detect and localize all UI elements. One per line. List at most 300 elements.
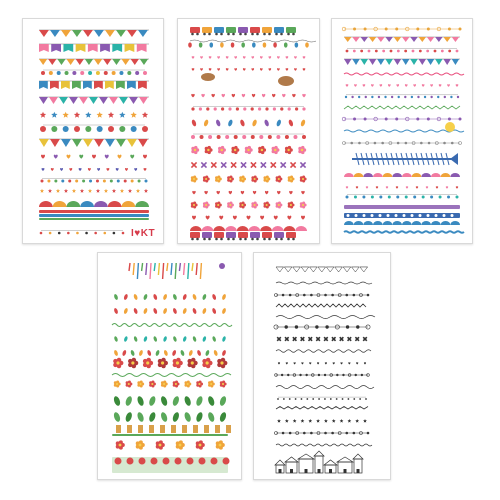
house-door [329,469,332,473]
leaf-ornament [202,336,207,342]
heart-ornament [430,84,433,87]
heart-ornament [251,56,254,59]
house-door [290,469,293,473]
train-wheel [244,238,247,241]
heart-ornament [260,216,264,220]
grass-blade [133,263,134,275]
star-ornament [136,189,140,193]
dot-ornament [103,180,106,183]
leaf-ornament [172,294,177,301]
scallop-shape [392,221,402,225]
heart-ornament [130,155,134,159]
heart-ornament [348,362,350,364]
bunting-flag [103,59,111,65]
bunting-flag [419,59,426,65]
train-car [238,232,248,238]
dot-ornament [345,96,347,98]
bunting-flag [116,139,126,147]
heart-ornament [346,186,348,188]
bunting-flag [50,139,60,147]
flower-center [274,149,276,151]
dot-ornament [411,96,413,98]
dot-ornament [336,398,338,400]
heart-ornament [292,94,295,98]
heart-ornament [356,362,358,364]
dot-ornament [51,126,57,132]
heart-ornament [226,56,229,59]
leaf-ornament [182,336,187,342]
heart-ornament [301,191,304,195]
heart-ornament [234,56,237,59]
leaf-ornament [163,308,168,315]
dot-ornament [448,50,451,53]
tape-dot [443,214,446,217]
leaf-ornament [123,294,128,301]
dot-ornament [371,96,373,98]
light-bulb [295,42,299,47]
bunting-flag [127,30,137,37]
bunting-flag [369,37,376,42]
dot-ornament [96,180,99,183]
dot-ornament [450,96,452,98]
leaf-ornament [192,308,197,315]
scallop-shape [260,226,272,231]
scallop-shape [39,201,53,207]
train-wheel [244,33,247,36]
dot-ornament [67,232,70,235]
leaf-ornament [172,308,177,315]
bead-ornament [420,142,422,144]
heart-ornament [456,186,458,188]
leaf-ornament [212,294,217,301]
bunting-flag [410,37,417,42]
dot-ornament [430,196,433,199]
star-ornament [51,112,57,118]
line-doodle-rows [254,253,390,479]
bead-ornament [459,118,461,120]
bunting-flag [402,59,409,65]
heart-ornament [309,362,311,364]
bunting-flag [48,59,56,65]
leaf-ornament [252,119,258,127]
dot-ornament [439,196,442,199]
grass-blade [137,263,138,279]
train-car [202,27,212,33]
bunting-flag [402,37,409,42]
heart-ornament [272,94,275,98]
train-wheel [215,33,218,36]
scallop-shape [122,201,136,207]
scallop-shape [272,226,284,231]
bunting-flag [139,97,148,104]
heart-ornament [416,186,418,188]
scallop-shape [402,173,412,177]
star-ornament [301,419,305,423]
star-ornament [128,189,132,193]
heart-ornament [363,84,366,87]
train-wheel [280,33,283,36]
light-bulb [263,42,267,47]
flower-center [193,178,195,180]
heart-ornament [206,216,210,220]
dot-ornament [127,71,131,75]
bead-ornament [326,326,329,329]
house-door [279,469,282,473]
scallop-shape [80,201,94,207]
bunting-flag [131,59,139,65]
scallop-shape [249,226,261,231]
flower-center [290,204,292,206]
dot-ornament [143,71,147,75]
flower-center [199,444,202,447]
dot-ornament [243,107,246,110]
heart-ornament [303,68,306,71]
bead-ornament [303,294,305,296]
star-ornament [88,189,92,193]
pennant-flag [112,44,122,52]
leaf-ornament [163,350,168,357]
flower-cluster [151,458,158,465]
scallop-shape [373,221,383,225]
scallop-shape [354,221,364,225]
heart-ornament [118,155,122,159]
dot-ornament [214,107,217,110]
bead-ornament [448,118,450,120]
bunting-flag [361,59,368,65]
bear-ornament [201,73,215,81]
leaf-ornament [130,350,135,357]
leaf-ornament [300,119,306,127]
bunting-flag [94,30,104,37]
star-ornament [285,419,289,423]
dot-ornament [441,50,444,53]
bunting-flag [435,37,442,42]
flower-center [220,361,223,364]
leaf-ornament [172,411,181,422]
tape-band [39,214,149,217]
dot-ornament [251,107,254,110]
bunting-flag [59,97,68,104]
heart-ornament [51,168,54,171]
bead-ornament [324,374,326,376]
dot-ornament [359,398,361,400]
heart-ornament [41,155,45,159]
leaf-ornament [191,119,197,127]
dot-ornament [398,96,400,98]
bead-ornament [355,374,357,376]
train-wheel [263,33,266,36]
dot-ornament [259,135,263,139]
train-wheel [251,238,254,241]
bunting-flag [443,59,450,65]
dot-ornament [354,196,357,199]
dot-ornament [283,398,285,400]
train-wheel [203,33,206,36]
scallop-shape [295,226,307,231]
heart-ornament [42,168,45,171]
flower-center [176,361,179,364]
dot-ornament [41,180,44,183]
bead-ornament [306,374,308,376]
heart-ornament [211,94,214,98]
bunting-flag [122,59,130,65]
bunting-flag [452,37,459,42]
dot-ornament [142,126,148,132]
dot-ornament [378,96,380,98]
scallop-shape [421,173,431,177]
dot-ornament [199,107,202,110]
bead-ornament [405,142,407,144]
tape-band [344,205,460,209]
leaf-ornament [221,308,226,315]
heart-ornament [88,168,91,171]
flower-center [254,204,256,206]
heart-ornament [277,56,280,59]
train-car [190,232,200,238]
flower-center [217,204,219,206]
scallop-shape [431,173,441,177]
train-wheel [208,33,211,36]
star-ornament [97,112,103,118]
leaf-ornament [147,350,152,357]
heart-ornament [200,56,203,59]
tape-dot [403,214,406,217]
leaf-ornament [113,308,118,315]
heart-ornament [217,56,220,59]
bunny-ornament [116,425,121,433]
train-car [214,27,224,33]
heart-ornament [356,186,358,188]
wavy-line [276,444,372,446]
bunting-flag [39,97,48,104]
leaf-ornament [195,411,204,422]
bunting-flag [39,30,49,37]
leaf-ornament [212,336,217,342]
train-wheel [292,33,295,36]
train-car [274,232,284,238]
dot-ornament [108,126,114,132]
heart-ornament [192,56,195,59]
train-wheel [239,238,242,241]
scallop-shape [135,201,149,207]
dot-ornament [96,71,100,75]
train-wheel [275,33,278,36]
flower-center [222,383,224,385]
bunting-flag [109,97,118,104]
bead-ornament [336,374,338,376]
heart-ornament [243,68,246,71]
bead-ornament [351,142,353,144]
bunting-flag [427,59,434,65]
bead-ornament [346,294,348,296]
dot-ornament [404,50,407,53]
heart-ornament [105,155,109,159]
bunting-flag [72,139,82,147]
flower-center [301,149,303,151]
bunting-flag [83,139,93,147]
scallop-shape [412,173,422,177]
flower-cluster [223,458,230,465]
train-wheel [227,238,230,241]
leaf-ornament [182,308,187,315]
scallop-shape [363,173,373,177]
house-roof [353,454,363,459]
dot-ornament [342,398,344,400]
flower-center [194,149,196,151]
train-car [274,27,284,33]
heart-ornament [277,68,280,71]
flower-center [207,149,209,151]
heart-ornament [144,168,147,171]
scallop-shape [450,221,460,225]
leaf-ornament [222,336,227,342]
dot-ornament [391,96,393,98]
flower-cluster [175,458,182,465]
bunting-flag [309,267,317,272]
leaf-ornament [138,350,143,357]
bunting-flag [435,59,442,65]
flower-center [191,361,194,364]
bunting-flag [105,30,115,37]
heart-ornament [396,84,399,87]
dot-ornament [57,71,61,75]
bead-ornament [303,432,305,434]
dot-ornament [289,398,291,400]
tape-band [112,434,228,436]
star-ornament [293,419,297,423]
leaf-ornament [264,119,270,127]
grass-blade [175,263,176,279]
heart-ornament [222,94,225,98]
dot-ornament [447,196,450,199]
tape-dot [387,214,390,217]
leaf-ornament [133,308,138,315]
train-wheel [215,238,218,241]
butterfly-ornament [219,263,225,269]
train-wheel [220,238,223,241]
flower-center [163,383,165,385]
heart-ornament [277,191,280,195]
train-car [190,27,200,33]
bunny-ornament [138,425,143,433]
grass-blade [196,263,197,275]
scallop-shape [431,221,441,225]
flower-center [210,383,212,385]
flower-center [287,149,289,151]
grass-blade [158,263,159,275]
light-bulb [284,42,288,47]
dot-ornament [302,107,305,110]
dot-ornament [405,196,408,199]
heart-ornament [340,362,342,364]
leaf-ornament [113,395,122,406]
dot-ornament [302,135,306,139]
bunting-flag [344,59,351,65]
leaf-ornament [288,119,294,127]
dot-ornament [362,196,365,199]
bunting-flag [49,97,58,104]
bead-ornament [318,374,320,376]
heart-ornament [294,56,297,59]
tape-dot [371,214,374,217]
star-ornament [104,189,108,193]
leaf-ornament [183,411,192,422]
flower-cluster [115,458,122,465]
flower-center [205,204,207,206]
pennant-flag [72,81,81,89]
heart-ornament [456,84,459,87]
dot-ornament [80,71,84,75]
chick-ornament [445,122,455,132]
leaf-ornament [172,350,177,357]
leaf-ornament [203,119,209,127]
dot-ornament [49,232,52,235]
pennant-flag [100,44,110,52]
bead-ornament [310,432,312,434]
heart-ornament [234,68,237,71]
scallop-shape [190,226,202,231]
heart-ornament [269,56,272,59]
pennant-flag [63,44,73,52]
train-car [202,232,212,238]
leaf-ornament [123,336,128,342]
star-ornament [363,419,367,423]
dot-ornament [285,135,289,139]
leaf-ornament [202,308,207,315]
flower-center [247,149,249,151]
dot-ornament [117,180,120,183]
star-ornament [316,419,320,423]
star-ornament [108,112,114,118]
bead-ornament [287,374,289,376]
train-wheel [232,33,235,36]
star-ornament [40,189,44,193]
bunny-ornament [160,425,165,433]
flower-center [302,204,304,206]
dot-ornament [200,135,204,139]
train-wheel [220,33,223,36]
bunting-flag [39,59,47,65]
dot-ornament [138,180,141,183]
heart-ornament [364,362,366,364]
heart-ornament [262,94,265,98]
bead-ornament [427,28,429,30]
train-wheel [263,238,266,241]
dot-ornament [221,107,224,110]
dot-ornament [251,135,255,139]
leaf-ornament [221,350,226,357]
dot-ornament [82,180,85,183]
leaf-ornament [219,395,228,406]
dot-ornament [324,398,326,400]
star-ornament [112,189,116,193]
heart-ornament [79,168,82,171]
sticker-sheet-bunting [22,18,164,244]
heart-ornament [201,94,204,98]
star-ornament [340,419,344,423]
wavy-line [276,386,374,389]
heart-ornament [282,94,285,98]
train-wheel [256,238,259,241]
dot-ornament [88,71,92,75]
flower-center [175,383,177,385]
bunting-flag [39,139,49,147]
flower-center [290,178,292,180]
scallop-shape [108,201,122,207]
bead-ornament [346,326,349,329]
train-car [238,27,248,33]
dot-ornament [63,126,69,132]
